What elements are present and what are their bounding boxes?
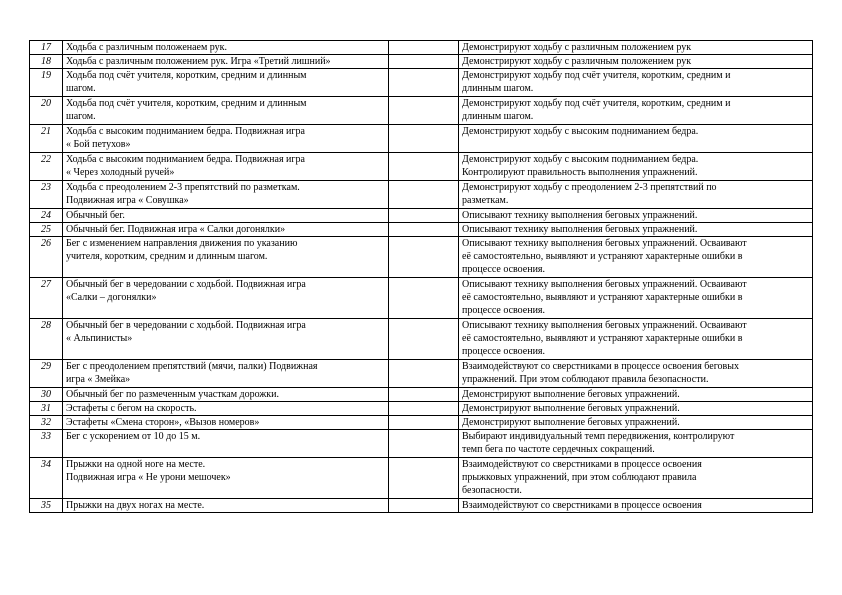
lesson-activity <box>63 209 389 223</box>
empty-cell <box>389 223 459 237</box>
student-activity <box>459 416 813 430</box>
lesson-activity <box>63 319 389 360</box>
activity-line: Бег с преодолением препятствий (мячи, палки) Подвижная <box>66 361 318 372</box>
lesson-activity <box>63 237 389 278</box>
empty-cell <box>389 278 459 319</box>
lesson-table <box>29 40 813 513</box>
empty-cell <box>389 319 459 360</box>
lesson-activity <box>63 388 389 402</box>
lesson-number: 27 <box>30 278 63 319</box>
table-row <box>30 237 813 278</box>
student-activity <box>459 97 813 125</box>
lesson-activity <box>63 416 389 430</box>
activity-line: Ходьба с преодолением 2-3 препятствий по разметкам. <box>66 182 300 193</box>
table-row <box>30 499 813 513</box>
lesson-number: 35 <box>30 499 63 513</box>
activity-line: Обычный бег. Подвижная игра « Салки догонялки» <box>66 224 286 235</box>
activity-line: Обычный бег по размеченным участкам дорожки. <box>66 389 280 400</box>
activity-line: Бег с изменением направления движения по указанию <box>66 238 298 249</box>
activity-line: учителя, коротким, средним и длинным шагом. <box>66 251 268 262</box>
result-line: Демонстрируют ходьбу с различным положением рук <box>462 56 692 67</box>
student-activity <box>459 360 813 388</box>
result-line: Демонстрируют ходьбу с преодолением 2-3 препятствий по <box>462 182 717 193</box>
activity-line: Ходьба с высоким подниманием бедра. Подвижная игра <box>66 154 305 165</box>
lesson-activity <box>63 41 389 55</box>
activity-line: Ходьба с различным положенаем рук. <box>66 42 228 53</box>
result-line: Взаимодействуют со сверстниками в процессе освоения беговых <box>462 361 739 372</box>
student-activity <box>459 209 813 223</box>
table-row <box>30 278 813 319</box>
result-line: Демонстрируют ходьбу с высоким подниманием бедра. <box>462 126 699 137</box>
result-line: Демонстрируют ходьбу под счёт учителя, коротким, средним и <box>462 70 731 81</box>
table-row <box>30 55 813 69</box>
student-activity <box>459 181 813 209</box>
activity-line: Ходьба под счёт учителя, коротким, средним и длинным <box>66 98 307 109</box>
empty-cell <box>389 55 459 69</box>
table-row <box>30 41 813 55</box>
empty-cell <box>389 388 459 402</box>
lesson-number: 19 <box>30 69 63 97</box>
result-line: Демонстрируют выполнение беговых упражнений. <box>462 389 680 400</box>
lesson-number: 22 <box>30 153 63 181</box>
activity-line: Обычный бег в чередовании с ходьбой. Подвижная игра <box>66 320 306 331</box>
result-line: Описывают технику выполнения беговых упражнений. Осваивают <box>462 279 747 290</box>
lesson-number: 23 <box>30 181 63 209</box>
activity-line: игра « Змейка» <box>66 374 131 385</box>
lesson-activity <box>63 499 389 513</box>
result-line: Описывают технику выполнения беговых упражнений. Осваивают <box>462 238 747 249</box>
result-line: Выбирают индивидуальный темп передвижения, контролируют <box>462 431 735 442</box>
empty-cell <box>389 125 459 153</box>
lesson-number: 34 <box>30 458 63 499</box>
student-activity <box>459 55 813 69</box>
activity-line: Подвижная игра « Совушка» <box>66 195 189 206</box>
lesson-activity <box>63 458 389 499</box>
result-line: разметкам. <box>462 195 509 206</box>
student-activity <box>459 41 813 55</box>
activity-line: «Салки – догонялки» <box>66 292 157 303</box>
result-line: Взаимодействуют со сверстниками в процессе освоения <box>462 459 702 470</box>
student-activity <box>459 319 813 360</box>
lesson-activity <box>63 181 389 209</box>
table-row <box>30 181 813 209</box>
empty-cell <box>389 181 459 209</box>
empty-cell <box>389 458 459 499</box>
activity-line: Ходьба с различным положением рук. Игра «Третий лишний» <box>66 56 331 67</box>
table-row <box>30 69 813 97</box>
activity-line: Обычный бег. <box>66 210 125 221</box>
empty-cell <box>389 402 459 416</box>
lesson-activity <box>63 69 389 97</box>
table-row <box>30 97 813 125</box>
result-line: упражнений. При этом соблюдают правила безопасности. <box>462 374 709 385</box>
result-line: Взаимодействуют со сверстниками в процессе освоения <box>462 500 702 511</box>
result-line: темп бега по частоте сердечных сокращений. <box>462 444 655 455</box>
lesson-number: 26 <box>30 237 63 278</box>
result-line: процессе освоения. <box>462 346 546 357</box>
result-line: её самостоятельно, выявляют и устраняют характерные ошибки в <box>462 251 743 262</box>
lesson-number: 33 <box>30 430 63 458</box>
lesson-activity <box>63 278 389 319</box>
activity-line: Подвижная игра « Не урони мешочек» <box>66 472 231 483</box>
result-line: длинным шагом. <box>462 83 534 94</box>
activity-line: шагом. <box>66 83 96 94</box>
lesson-number: 31 <box>30 402 63 416</box>
student-activity <box>459 499 813 513</box>
student-activity <box>459 458 813 499</box>
lesson-activity <box>63 153 389 181</box>
student-activity <box>459 278 813 319</box>
table-row <box>30 360 813 388</box>
empty-cell <box>389 153 459 181</box>
result-line: Описывают технику выполнения беговых упражнений. <box>462 210 698 221</box>
student-activity <box>459 430 813 458</box>
result-line: безопасности. <box>462 485 522 496</box>
result-line: её самостоятельно, выявляют и устраняют характерные ошибки в <box>462 333 743 344</box>
lesson-activity <box>63 97 389 125</box>
lesson-activity <box>63 360 389 388</box>
empty-cell <box>389 97 459 125</box>
student-activity <box>459 223 813 237</box>
result-line: процессе освоения. <box>462 305 546 316</box>
lesson-number: 21 <box>30 125 63 153</box>
activity-line: Эстафеты «Смена сторон», «Вызов номеров» <box>66 417 260 428</box>
student-activity <box>459 125 813 153</box>
empty-cell <box>389 41 459 55</box>
result-line: Демонстрируют ходьбу с различным положением рук <box>462 42 692 53</box>
result-line: Описывают технику выполнения беговых упражнений. Осваивают <box>462 320 747 331</box>
empty-cell <box>389 499 459 513</box>
lesson-number: 28 <box>30 319 63 360</box>
result-line: длинным шагом. <box>462 111 534 122</box>
lesson-number: 17 <box>30 41 63 55</box>
student-activity <box>459 388 813 402</box>
result-line: Демонстрируют ходьбу с высоким подниманием бедра. <box>462 154 699 165</box>
table-row <box>30 125 813 153</box>
empty-cell <box>389 69 459 97</box>
lesson-activity <box>63 402 389 416</box>
result-line: Демонстрируют выполнение беговых упражнений. <box>462 417 680 428</box>
activity-line: Ходьба под счёт учителя, коротким, средним и длинным <box>66 70 307 81</box>
result-line: Демонстрируют ходьбу под счёт учителя, коротким, средним и <box>462 98 731 109</box>
table-row <box>30 319 813 360</box>
activity-line: Эстафеты с бегом на скорость. <box>66 403 197 414</box>
result-line: процессе освоения. <box>462 264 546 275</box>
table-row <box>30 458 813 499</box>
empty-cell <box>389 416 459 430</box>
activity-line: « Бой петухов» <box>66 139 131 150</box>
activity-line: Бег с ускорением от 10 до 15 м. <box>66 431 201 442</box>
lesson-number: 30 <box>30 388 63 402</box>
table-row <box>30 388 813 402</box>
lesson-number: 24 <box>30 209 63 223</box>
result-line: её самостоятельно, выявляют и устраняют характерные ошибки в <box>462 292 743 303</box>
table-row <box>30 402 813 416</box>
result-line: прыжковых упражнений, при этом соблюдают правила <box>462 472 697 483</box>
lesson-activity <box>63 430 389 458</box>
lesson-activity <box>63 55 389 69</box>
result-line: Контролируют правильность выполнения упражнений. <box>462 167 698 178</box>
activity-line: « Через холодный ручей» <box>66 167 175 178</box>
table-row <box>30 209 813 223</box>
student-activity <box>459 69 813 97</box>
activity-line: шагом. <box>66 111 96 122</box>
lesson-activity <box>63 125 389 153</box>
lesson-activity <box>63 223 389 237</box>
empty-cell <box>389 237 459 278</box>
empty-cell <box>389 360 459 388</box>
table-row <box>30 223 813 237</box>
table-row <box>30 416 813 430</box>
table-row <box>30 430 813 458</box>
empty-cell <box>389 430 459 458</box>
result-line: Демонстрируют выполнение беговых упражнений. <box>462 403 680 414</box>
empty-cell <box>389 209 459 223</box>
lesson-number: 29 <box>30 360 63 388</box>
lesson-number: 32 <box>30 416 63 430</box>
student-activity <box>459 237 813 278</box>
student-activity <box>459 402 813 416</box>
activity-line: « Альпинисты» <box>66 333 133 344</box>
activity-line: Прыжки на двух ногах на месте. <box>66 500 205 511</box>
student-activity <box>459 153 813 181</box>
activity-line: Ходьба с высоким подниманием бедра. Подвижная игра <box>66 126 305 137</box>
activity-line: Прыжки на одной ноге на месте. <box>66 459 206 470</box>
result-line: Описывают технику выполнения беговых упражнений. <box>462 224 698 235</box>
table-row <box>30 153 813 181</box>
lesson-number: 18 <box>30 55 63 69</box>
lesson-number: 25 <box>30 223 63 237</box>
lesson-number: 20 <box>30 97 63 125</box>
activity-line: Обычный бег в чередовании с ходьбой. Подвижная игра <box>66 279 306 290</box>
